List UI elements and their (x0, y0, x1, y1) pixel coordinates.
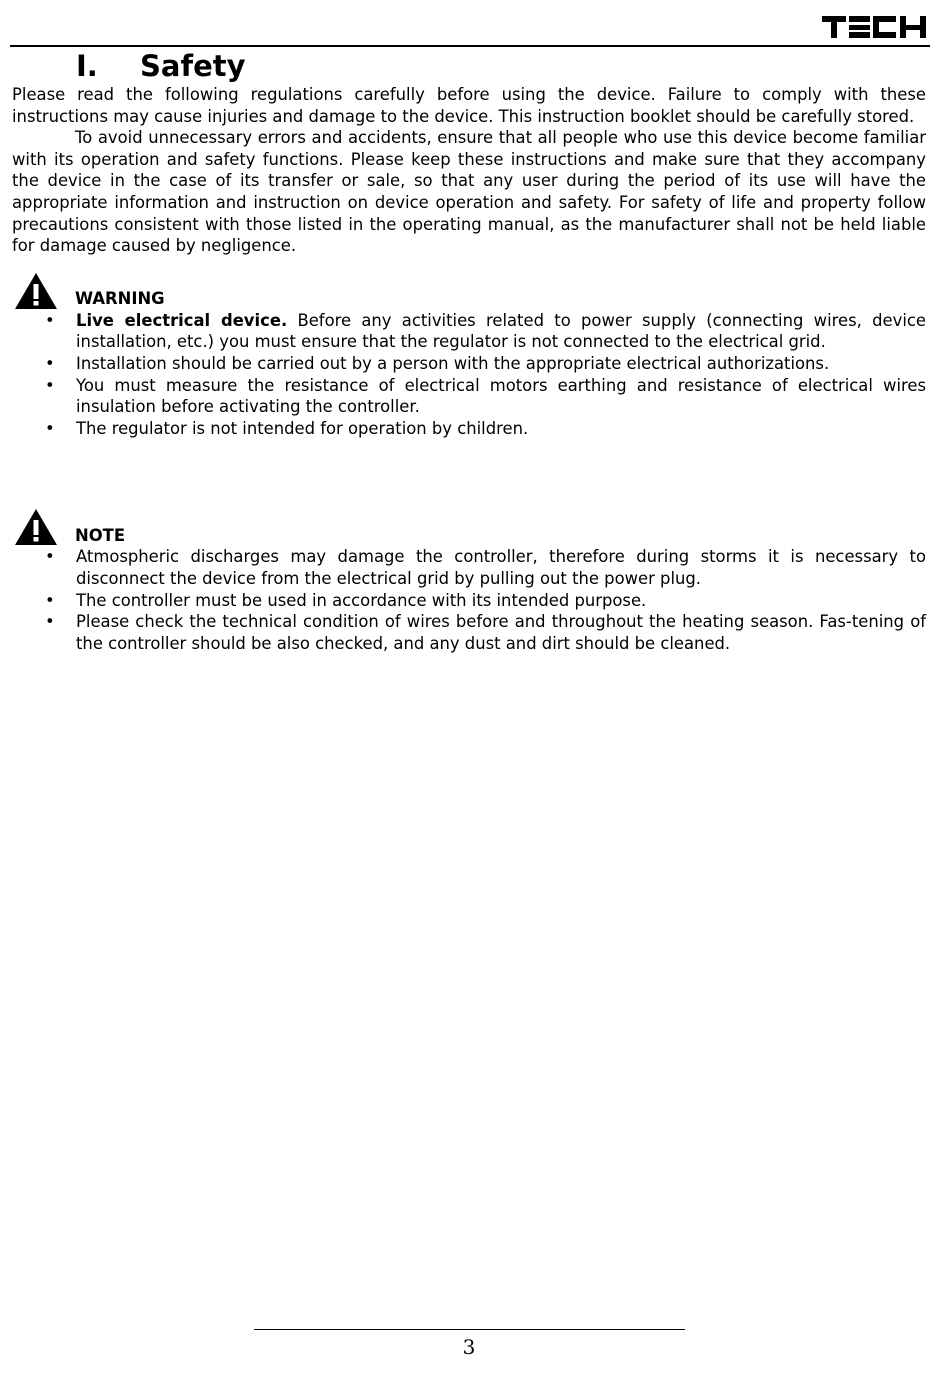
warning-callout (12, 282, 926, 440)
list-item-text: The controller must be used in accordance with its intended purpose. (76, 590, 647, 610)
section-heading (76, 48, 926, 84)
bullet-icon: • (45, 310, 55, 330)
list-item-text: Please check the technical condition of wires before and throughout the heating season. Fas-tening of the controller should be also checked, and any dust and dirt should be cleaned. (76, 612, 926, 653)
section-title: Safety (140, 49, 246, 83)
list-item-text: Installation should be carried out by a person with the appropriate electrical authorizations. (76, 353, 830, 373)
page-number: 3 (462, 1335, 476, 1359)
bullet-icon: • (45, 375, 55, 395)
list-item (12, 418, 926, 440)
bullet-icon: • (45, 353, 55, 373)
note-list (12, 546, 926, 654)
list-item-text: You must measure the resistance of electrical motors earthing and resistance of electrical wires insulation before activating the controller. (76, 375, 926, 417)
list-item (12, 353, 926, 375)
list-item (12, 611, 926, 654)
list-item (12, 310, 926, 353)
warning-title: WARNING (75, 289, 165, 309)
list-item-text: Before any activities related to power supply (connecting wires, device installation, etc.) you must ensure that the regulator is not connected to the electrical grid. (76, 310, 926, 352)
list-item (12, 590, 926, 612)
list-item (12, 375, 926, 418)
warning-triangle-icon (14, 508, 58, 546)
warning-list (12, 310, 926, 440)
note-title: NOTE (75, 525, 126, 545)
intro-paragraph-1: Please read the following regulations carefully before using the device. Failure to comply with these instructions may cause injuries and damage to the device. This instruction booklet should be carefully stored. (12, 85, 926, 126)
tech-logo (822, 14, 926, 40)
bullet-icon: • (45, 547, 55, 567)
section-number: I. (76, 49, 98, 83)
bullet-icon: • (45, 590, 55, 610)
header-rule (10, 45, 930, 47)
footer-rule (254, 1329, 685, 1330)
warning-triangle-icon (14, 272, 58, 310)
list-item-text: The regulator is not intended for operation by children. (76, 418, 529, 438)
list-item (12, 546, 926, 589)
note-callout (12, 518, 926, 654)
bullet-icon: • (45, 418, 55, 438)
bullet-icon: • (45, 612, 55, 632)
list-item-text: Atmospheric discharges may damage the controller, therefore during storms it is necessary to disconnect the device from the electrical grid by pulling out the power plug. (76, 547, 926, 588)
intro-paragraph-2: To avoid unnecessary errors and accidents, ensure that all people who use this device become familiar with its operation and safety functions. Please keep these instructions and make sure that they accompany the device in the case of its transfer or sale, so that any user during the period of its use will have the appropriate information and instruction on device operation and safety. For safety of life and property follow precautions consistent with those listed in the operating manual, as the manufacturer shall not be held liable for damage caused by negligence. (12, 128, 926, 256)
list-item-bold: Live electrical device. (76, 310, 288, 330)
page-content (12, 48, 926, 654)
